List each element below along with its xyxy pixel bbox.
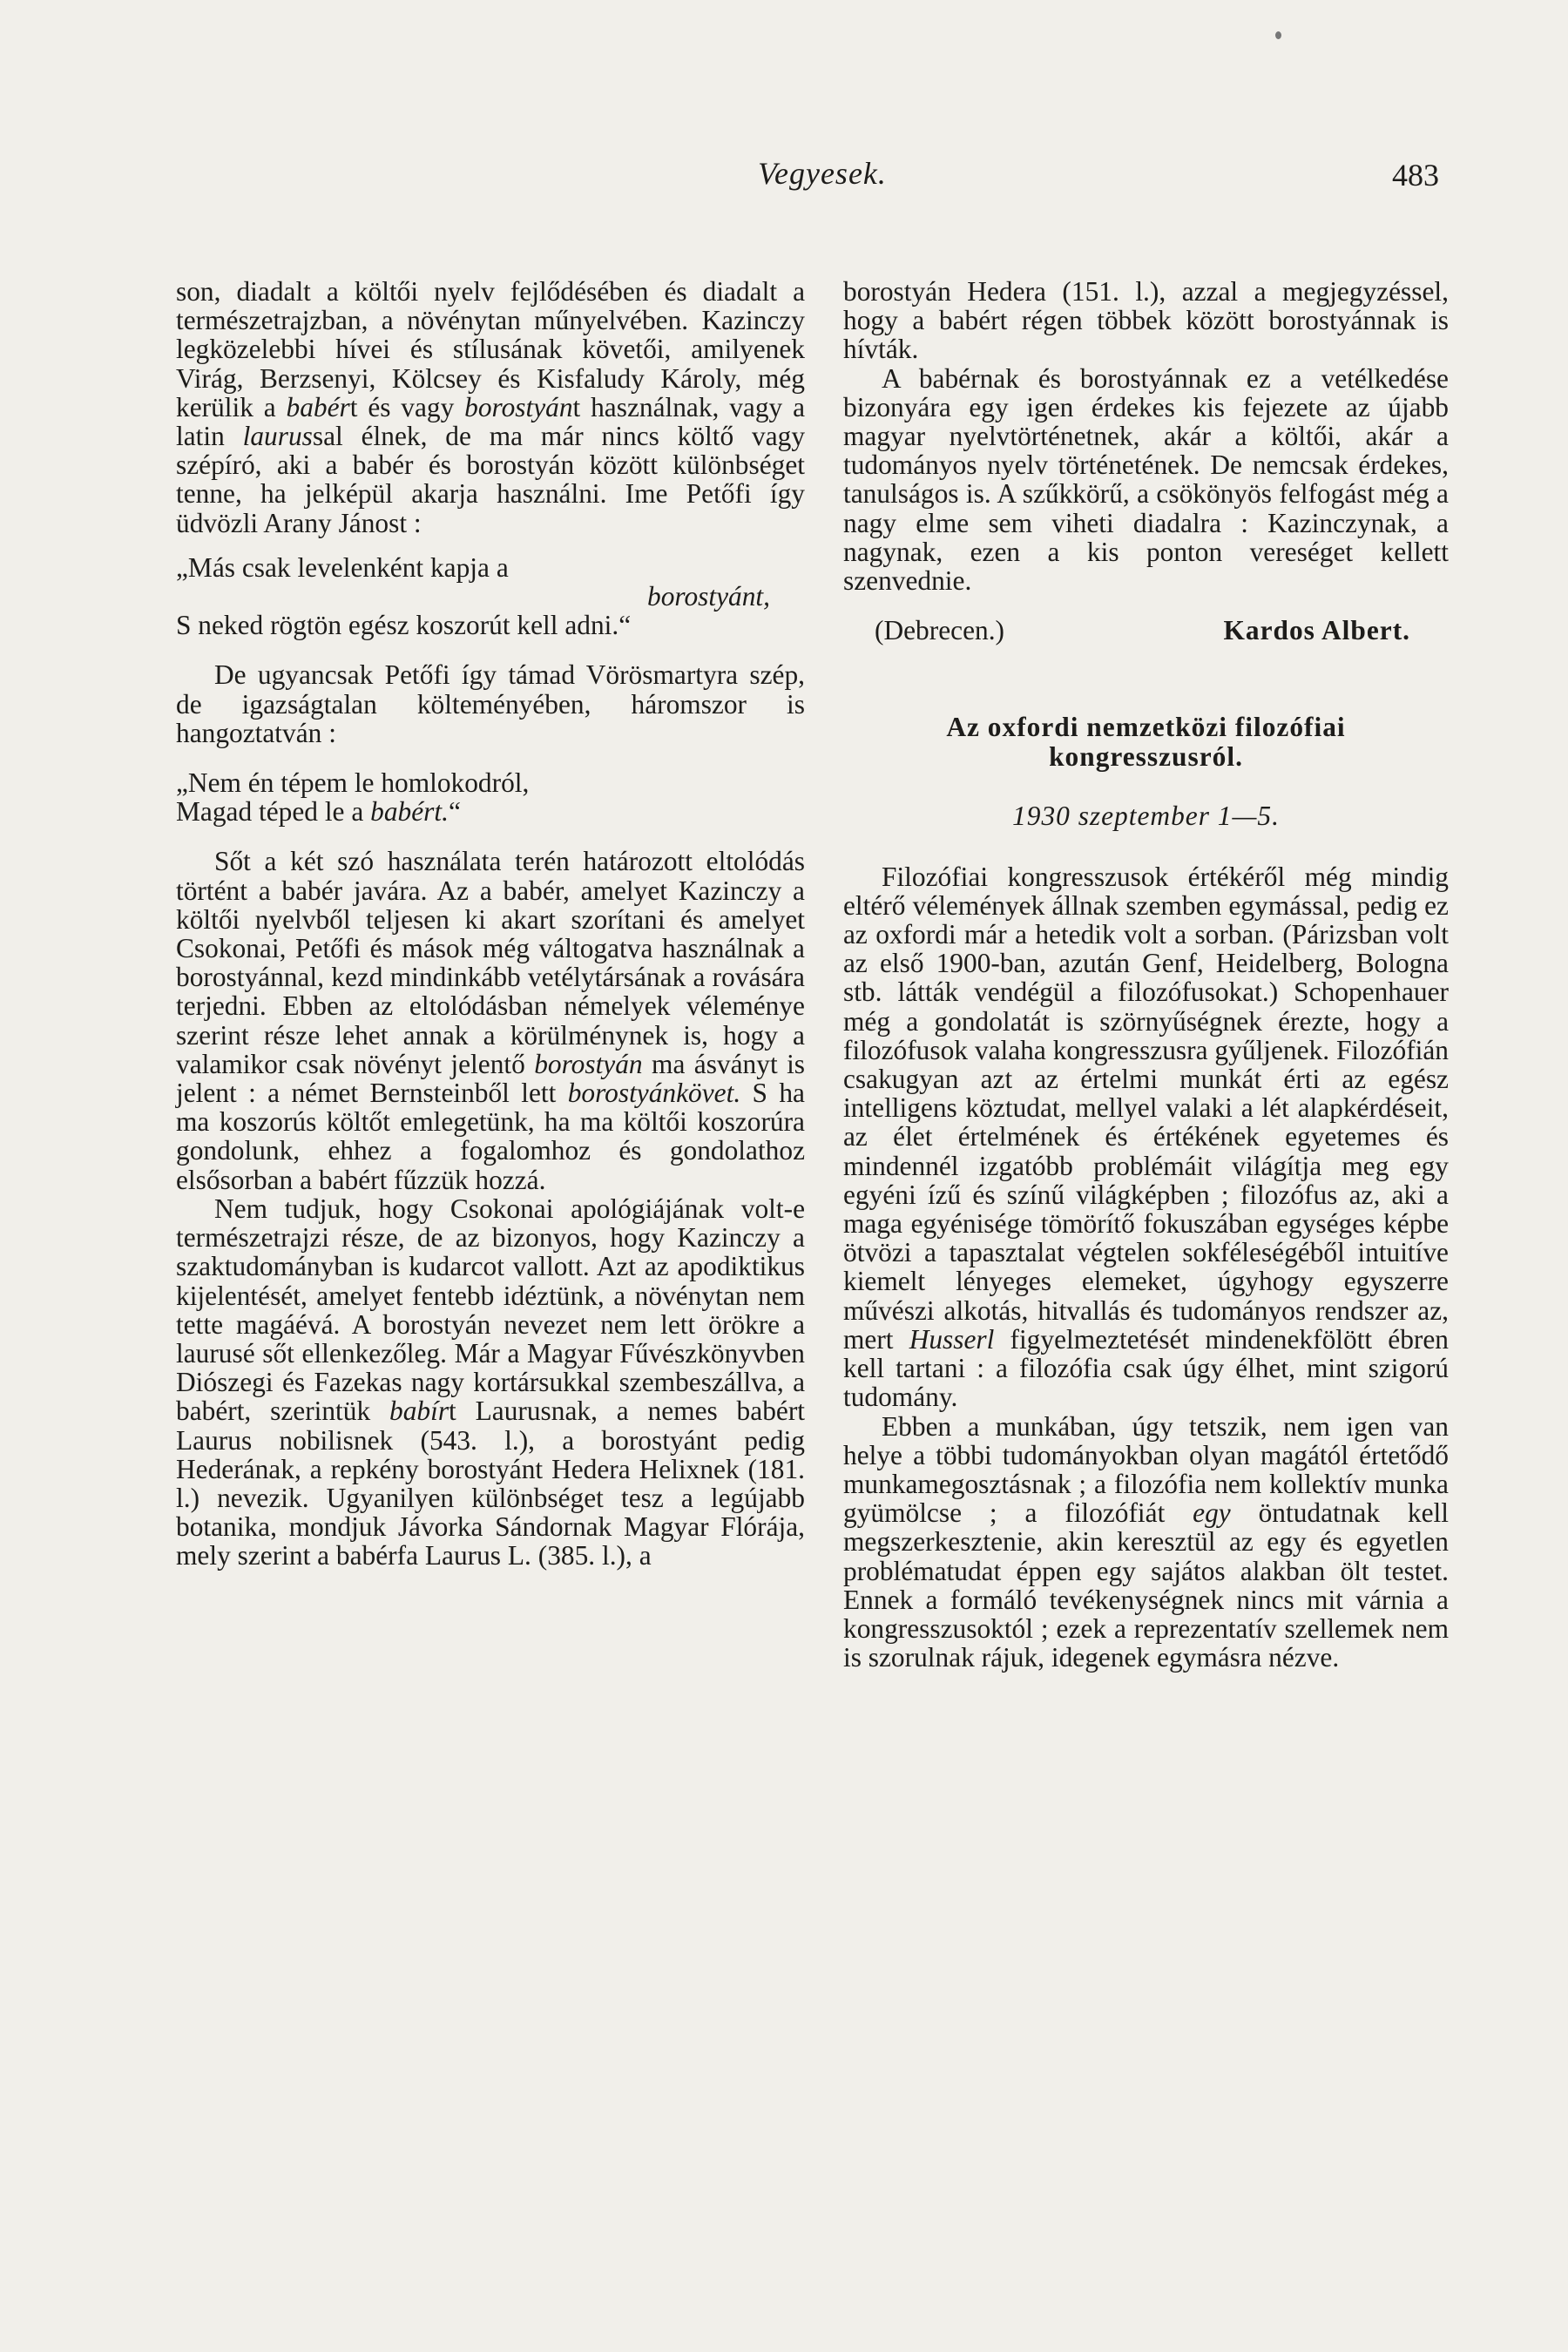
paragraph: Sőt a két szó használata terén határozott eltolódás történt a babér javára. Az a babér, amelyet Kazinczy a költői nyelvből teljesen ki akart szorítani és amelyet Csokonai, Petőfi és mások még váltogatva használnak a borostyánnal, kezd mindinkább vetélytársának a rovására terjedni. Ebben az eltolódásban némelyek véleménye szerint része lehet annak a körülménynek is, hogy a valamikor csak növényt jelentő borostyán ma ásványt is jelent : a német Bernsteinből lett borostyánkövet. S ha ma koszorús költőt emlegetünk, ha ma költői koszorúra gondolunk, ehhez a fogalomhoz és gondolathoz elsősorban a babért fűzzük hozzá.	[176, 846, 806, 1195]
italic-term: borostyán	[534, 1048, 643, 1079]
verse-quote	[176, 553, 805, 640]
verse-line: „Nem én tépem le homlokodról,	[176, 767, 530, 799]
section-title-line: kongresszusról.	[1049, 741, 1243, 773]
paragraph: Ebben a munkában, úgy tetszik, nem igen van helye a többi tudományokban olyan magától értetődő munkamegosztásnak ; a filozófia nem kollektív munka gyümölcse ; a filozófiát egy öntudatnak kell megszerkesztenie, akin keresztül az egy és egyetlen problématudat éppen egy sajátos alakban ölt testet. Ennek a formáló tevékenységnek nincs mit várnia a kongresszusoktól ; ezek a reprezentatív szellemek nem is szorulnak rájuk, idegenek egymásra nézve.	[843, 1410, 1449, 1673]
signature	[843, 616, 1449, 645]
section-subtitle: 1930 szeptember 1—5.	[1012, 801, 1280, 832]
verse-quote-mark: “	[448, 796, 461, 828]
right-column	[843, 277, 1449, 1672]
verse-italic: babért.	[370, 796, 449, 828]
section-title-line: Az oxfordi nemzetközi filozófiai	[946, 712, 1346, 743]
paragraph: Nem tudjuk, hogy Csokonai apológiájának volt-e természetrajzi része, de az bizonyos, hogy Kazinczy a szaktudományban is kudarcot vallott. Azt az apodiktikus kijelentését, amelyet fentebb idéztünk, a növénytan nem tette magáévá. A borostyán nevezet nem lett örökre a laurusé sőt ellenkezőleg. Már a Magyar Fűvészkönyvben Diószegi és Fazekas nagy kortársukkal szembeszállva, a babért, szerintük babírt Laurusnak, a nemes babért Laurus nobilisnek (543. l.), a borostyánt pedig Hederának, a repkény borostyánt Hedera Helixnek (181. l.) nevezik. Ugyanilyen különbséget tesz a legújabb botanika, mondjuk Jávorka Sándornak Magyar Flórája, mely szerint a babérfa Laurus L. (385. l.), a	[176, 1193, 805, 1571]
print-speck	[1275, 31, 1281, 39]
verse-text: Magad téped le a	[176, 796, 371, 828]
verse-line: borostyánt,	[647, 581, 770, 612]
signature-place: (Debrecen.)	[875, 615, 1004, 646]
verse-line: S neked rögtön egész koszorút kell adni.“	[176, 610, 632, 641]
italic-term: laurus	[242, 421, 313, 452]
paragraph: De ugyancsak Petőfi így támad Vörösmartyra szép, de igazságtalan költeményében, háromszor is hangoztatván :	[176, 659, 805, 748]
section-title	[843, 713, 1449, 772]
page-number: 483	[1392, 158, 1439, 193]
paragraph: son, diadalt a költői nyelv fejlődésében és diadalt a természetrajzban, a növénytan műnyelvében. Kazinczy legközelebbi hívei és stílusának követői, amilyenek Virág, Berzsenyi, Kölcsey és Kisfaludy Károly, még kerülik a babért és vagy borostyánt használnak, vagy a latin laurussal élnek, de ma már nincs költő vagy szépíró, aki a babér és borostyán között különbséget tenne, ha jelképül akarja használni. Ime Petőfi így üdvözli Arany Jánost :	[176, 276, 806, 538]
verse-quote	[176, 768, 805, 826]
italic-term: egy	[1193, 1497, 1231, 1529]
running-title: Vegyesek.	[758, 156, 887, 191]
italic-term: Husserl	[909, 1323, 995, 1355]
italic-term: borostyánkövet.	[567, 1078, 741, 1109]
left-column	[176, 277, 805, 1571]
paragraph: A babérnak és borostyánnak ez a vetélkedése bizonyára egy igen érdekes kis fejezete az újabb magyar nyelvtörténetnek, akár a költői, akár a tudományos nyelv történetének. De nemcsak érdekes, tanulságos is. A szűkkörű, a csökönyös felfogást még a nagy elme sem viheti diadalra : Kazinczynak, a nagynak, ezen a kis ponton vereséget kellett szenvednie.	[843, 362, 1449, 597]
paragraph: Filozófiai kongresszusok értékéről még mindig eltérő vélemények állnak szemben egymással, pedig ez az oxfordi már a hetedik volt a sorban. (Párizsban volt az első 1900-ban, azután Genf, Heidelberg, Bologna stb. látták vendégül a filozófusokat.) Schopenhauer még a gondolatát is szörnyűségnek érezte, hogy a filozófusok valaha kongresszusra gyűljenek. Filozófián csakugyan azt az értelmi munkát érti az egész intelligens köztudat, mellyel valaki a lét alapkérdéseit, az élet értelmének és értékének egyetemes és mindennél izgatóbb problémáit világítja meg egy egyéni ízű és színű világképben ; filozófus az, aki a maga egyénisége tömörítő fokuszában egységes képbe ötvözi a tapasztalat végtelen sokféleségéből intuitíve kiemelt lényeges elemeket, úgyhogy egyszerre művészi alkotás, hitvallás és tudományos rendszer az, mert Husserl figyelmeztetését mindenekfölött ébren kell tartani : a filozófia csak úgy élhet, mint szigorú tudomány.	[843, 861, 1449, 1413]
paragraph: borostyán Hedera (151. l.), azzal a megjegyzéssel, hogy a babért régen többek között borostyánnak is hívták.	[843, 276, 1449, 365]
italic-term: babér	[286, 391, 350, 422]
italic-term: borostyán	[464, 391, 573, 422]
italic-term: babír	[389, 1396, 449, 1427]
verse-line	[176, 797, 805, 826]
signature-author: Kardos Albert.	[1223, 615, 1410, 646]
verse-line: „Más csak levelenként kapja a	[176, 551, 509, 583]
